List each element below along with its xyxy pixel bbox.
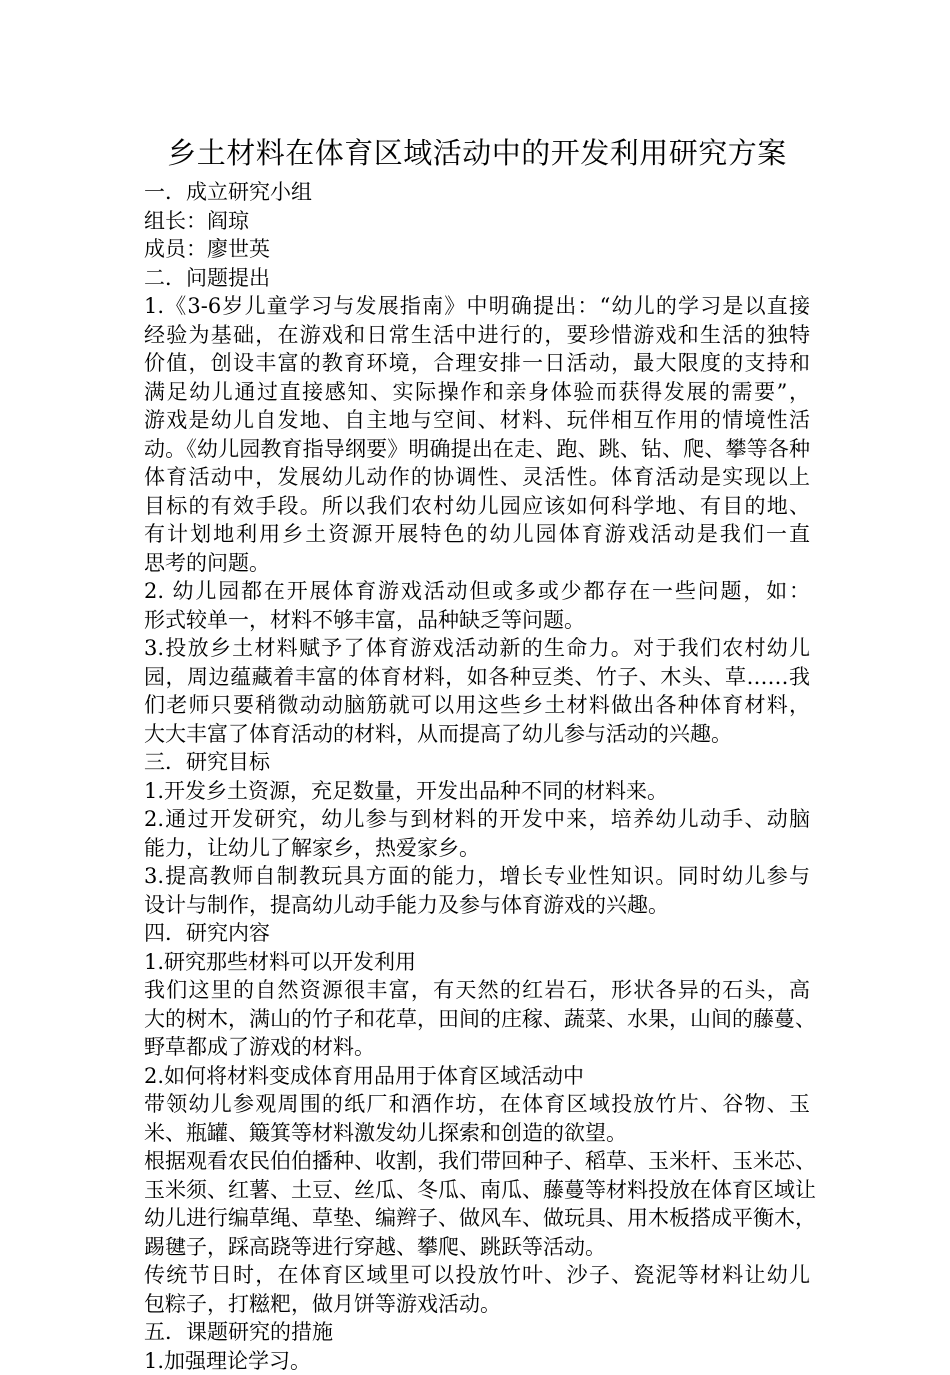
text-line: 包粽子，打糍粑，做月饼等游戏活动。 — [144, 1290, 810, 1319]
text-line: 成员：廖世英 — [144, 235, 810, 264]
text-line: 1.《3-6岁儿童学习与发展指南》中明确提出：“幼儿的学习是以直接 — [144, 292, 810, 321]
text-line: 经验为基础，在游戏和日常生活中进行的，要珍惜游戏和生活的独特 — [144, 321, 810, 350]
text-line: 踢毽子，踩高跷等进行穿越、攀爬、跳跃等活动。 — [144, 1233, 810, 1262]
text-line: 我们这里的自然资源很丰富，有天然的红岩石，形状各异的石头，高 — [144, 976, 810, 1005]
text-line: 价值，创设丰富的教育环境，合理安排一日活动，最大限度的支持和 — [144, 349, 810, 378]
text-line: 大大丰富了体育活动的材料，从而提高了幼儿参与活动的兴趣。 — [144, 720, 810, 749]
text-line: 二．问题提出 — [144, 264, 810, 293]
text-line: 们老师只要稍微动动脑筋就可以用这些乡土材料做出各种体育材料， — [144, 691, 810, 720]
text-line: 3.提高教师自制教玩具方面的能力，增长专业性知识。同时幼儿参与 — [144, 862, 810, 891]
text-line: 动。《幼儿园教育指导纲要》明确提出在走、跑、跳、钻、爬、攀等各种 — [144, 435, 810, 464]
text-line: 有计划地利用乡土资源开展特色的幼儿园体育游戏活动是我们一直 — [144, 520, 810, 549]
text-line: 三．研究目标 — [144, 748, 810, 777]
text-line: 一．成立研究小组 — [144, 178, 810, 207]
text-line: 根据观看农民伯伯播种、收割，我们带回种子、稻草、玉米杆、玉米芯、 — [144, 1147, 810, 1176]
text-line: 玉米须、红薯、土豆、丝瓜、冬瓜、南瓜、藤蔓等材料投放在体育区域让 — [144, 1176, 810, 1205]
text-line: 1.研究那些材料可以开发利用 — [144, 948, 810, 977]
text-line: 野草都成了游戏的材料。 — [144, 1033, 810, 1062]
document-page — [144, 128, 810, 1375]
text-line: 3.投放乡土材料赋予了体育游戏活动新的生命力。对于我们农村幼儿 — [144, 634, 810, 663]
text-line: 2.如何将材料变成体育用品用于体育区域活动中 — [144, 1062, 810, 1091]
text-line: 1.开发乡土资源，充足数量，开发出品种不同的材料来。 — [144, 777, 810, 806]
text-line: 园，周边蕴藏着丰富的体育材料，如各种豆类、竹子、木头、草……我 — [144, 663, 810, 692]
text-line: 2.通过开发研究，幼儿参与到材料的开发中来，培养幼儿动手、动脑 — [144, 805, 810, 834]
text-line: 米、瓶罐、簸箕等材料激发幼儿探索和创造的欲望。 — [144, 1119, 810, 1148]
text-line: 目标的有效手段。所以我们农村幼儿园应该如何科学地、有目的地、 — [144, 492, 810, 521]
text-line: 2. 幼儿园都在开展体育游戏活动但或多或少都存在一些问题，如： — [144, 577, 810, 606]
text-line: 游戏是幼儿自发地、自主地与空间、材料、玩伴相互作用的情境性活 — [144, 406, 810, 435]
document-title: 乡土材料在体育区域活动中的开发利用研究方案 — [144, 128, 810, 178]
text-line: 幼儿进行编草绳、草垫、编辫子、做风车、做玩具、用木板搭成平衡木， — [144, 1204, 810, 1233]
text-line: 大的树木，满山的竹子和花草，田间的庄稼、蔬菜、水果，山间的藤蔓、 — [144, 1005, 810, 1034]
text-line: 能力，让幼儿了解家乡，热爱家乡。 — [144, 834, 810, 863]
text-line: 五．课题研究的措施 — [144, 1318, 810, 1347]
text-line: 组长：阎琼 — [144, 207, 810, 236]
text-line: 1.加强理论学习。 — [144, 1347, 810, 1375]
text-line: 传统节日时，在体育区域里可以投放竹叶、沙子、瓷泥等材料让幼儿 — [144, 1261, 810, 1290]
text-line: 设计与制作，提高幼儿动手能力及参与体育游戏的兴趣。 — [144, 891, 810, 920]
text-line: 四．研究内容 — [144, 919, 810, 948]
text-line: 思考的问题。 — [144, 549, 810, 578]
text-line: 带领幼儿参观周围的纸厂和酒作坊，在体育区域投放竹片、谷物、玉 — [144, 1090, 810, 1119]
text-line: 满足幼儿通过直接感知、实际操作和亲身体验而获得发展的需要”， — [144, 378, 810, 407]
document-body — [144, 178, 810, 1375]
text-line: 形式较单一，材料不够丰富，品种缺乏等问题。 — [144, 606, 810, 635]
text-line: 体育活动中，发展幼儿动作的协调性、灵活性。体育活动是实现以上 — [144, 463, 810, 492]
